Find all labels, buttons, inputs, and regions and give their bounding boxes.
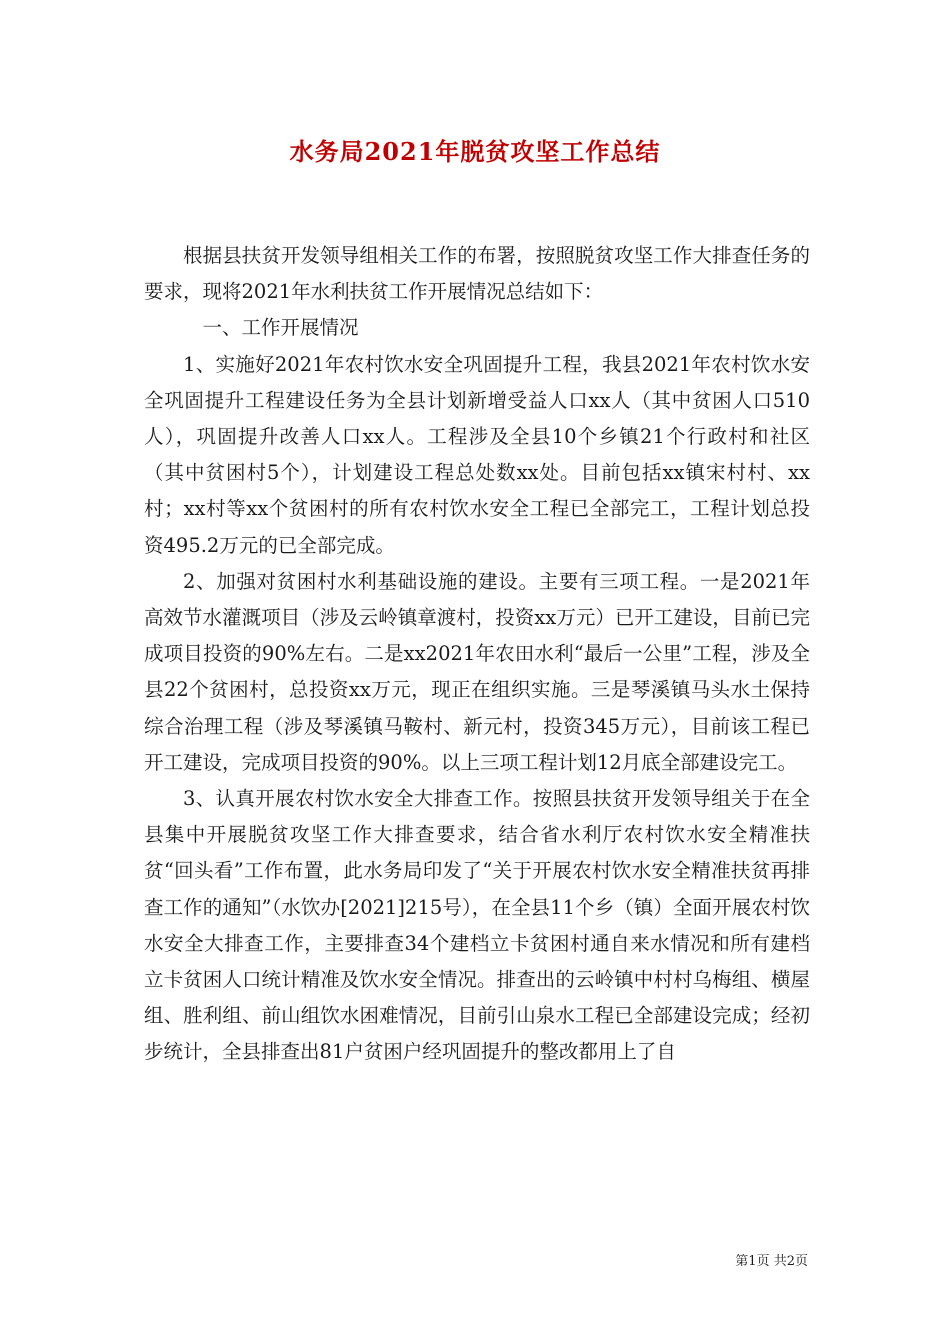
paragraph-item-3: 3、认真开展农村饮水安全大排查工作。按照县扶贫开发领导组关于在全县集中开展脱贫攻坚工作大排查要求，结合省水利厅农村饮水安全精准扶贫“回头看”工作布置，此水务局印发了“关于开展农村饮水安全精准扶贫再排查工作的通知”（水饮办[2021]215号），在全县11个乡（镇）全面开展农村饮水安全大排查工作，主要排查34个建档立卡贫困村通自来水情况和所有建档立卡贫困人口统计精准及饮水安全情况。排查出的云岭镇中村村乌梅组、横屋组、胜利组、前山组饮水困难情况，目前引山泉水工程已全部建设完成；经初步统计，全县排查出81户贫困户经巩固提升的整改都用上了自: [144, 787, 810, 1064]
footer-current-page: 1: [748, 1254, 757, 1269]
section-heading: 一、工作开展情况: [202, 316, 359, 340]
paragraph-intro: 根据县扶贫开发领导组相关工作的布署，按照脱贫攻坚工作大排查任务的要求，现将2021年水利扶贫工作开展情况总结如下：: [144, 244, 810, 304]
document-title: 水务局2021年脱贫攻坚工作总结: [289, 137, 661, 166]
footer-total-pages: 2: [786, 1254, 795, 1269]
page-number-footer: [735, 1250, 808, 1269]
paragraph-item-2: 2、加强对贫困村水利基础设施的建设。主要有三项工程。一是2021年高效节水灌溉项目（涉及云岭镇章渡村，投资xx万元）已开工建设，目前已完成项目投资的90%左右。二是xx2021年农田水利“最后一公里”工程，涉及全县22个贫困村，总投资xx万元，现正在组织实施。三是琴溪镇马头水土保持综合治理工程（涉及琴溪镇马鞍村、新元村，投资345万元），目前该工程已开工建设，完成项目投资的90%。以上三项工程计划12月底全部建设完工。: [144, 569, 810, 774]
footer-prefix: 第: [735, 1254, 749, 1269]
footer-middle: 页 共: [756, 1254, 787, 1269]
document-body: [144, 238, 810, 1071]
footer-suffix: 页: [794, 1254, 808, 1269]
paragraph-item-1: 1、实施好2021年农村饮水安全巩固提升工程，我县2021年农村饮水安全巩固提升工程建设任务为全县计划新增受益人口xx人（其中贫困人口510人），巩固提升改善人口xx人。工程涉及全县10个乡镇21个行政村和社区（其中贫困村5个），计划建设工程总处数xx处。目前包括xx镇宋村村、xx村；xx村等xx个贫困村的所有农村饮水安全工程已全部完工，工程计划总投资495.2万元的已全部完成。: [144, 352, 810, 557]
